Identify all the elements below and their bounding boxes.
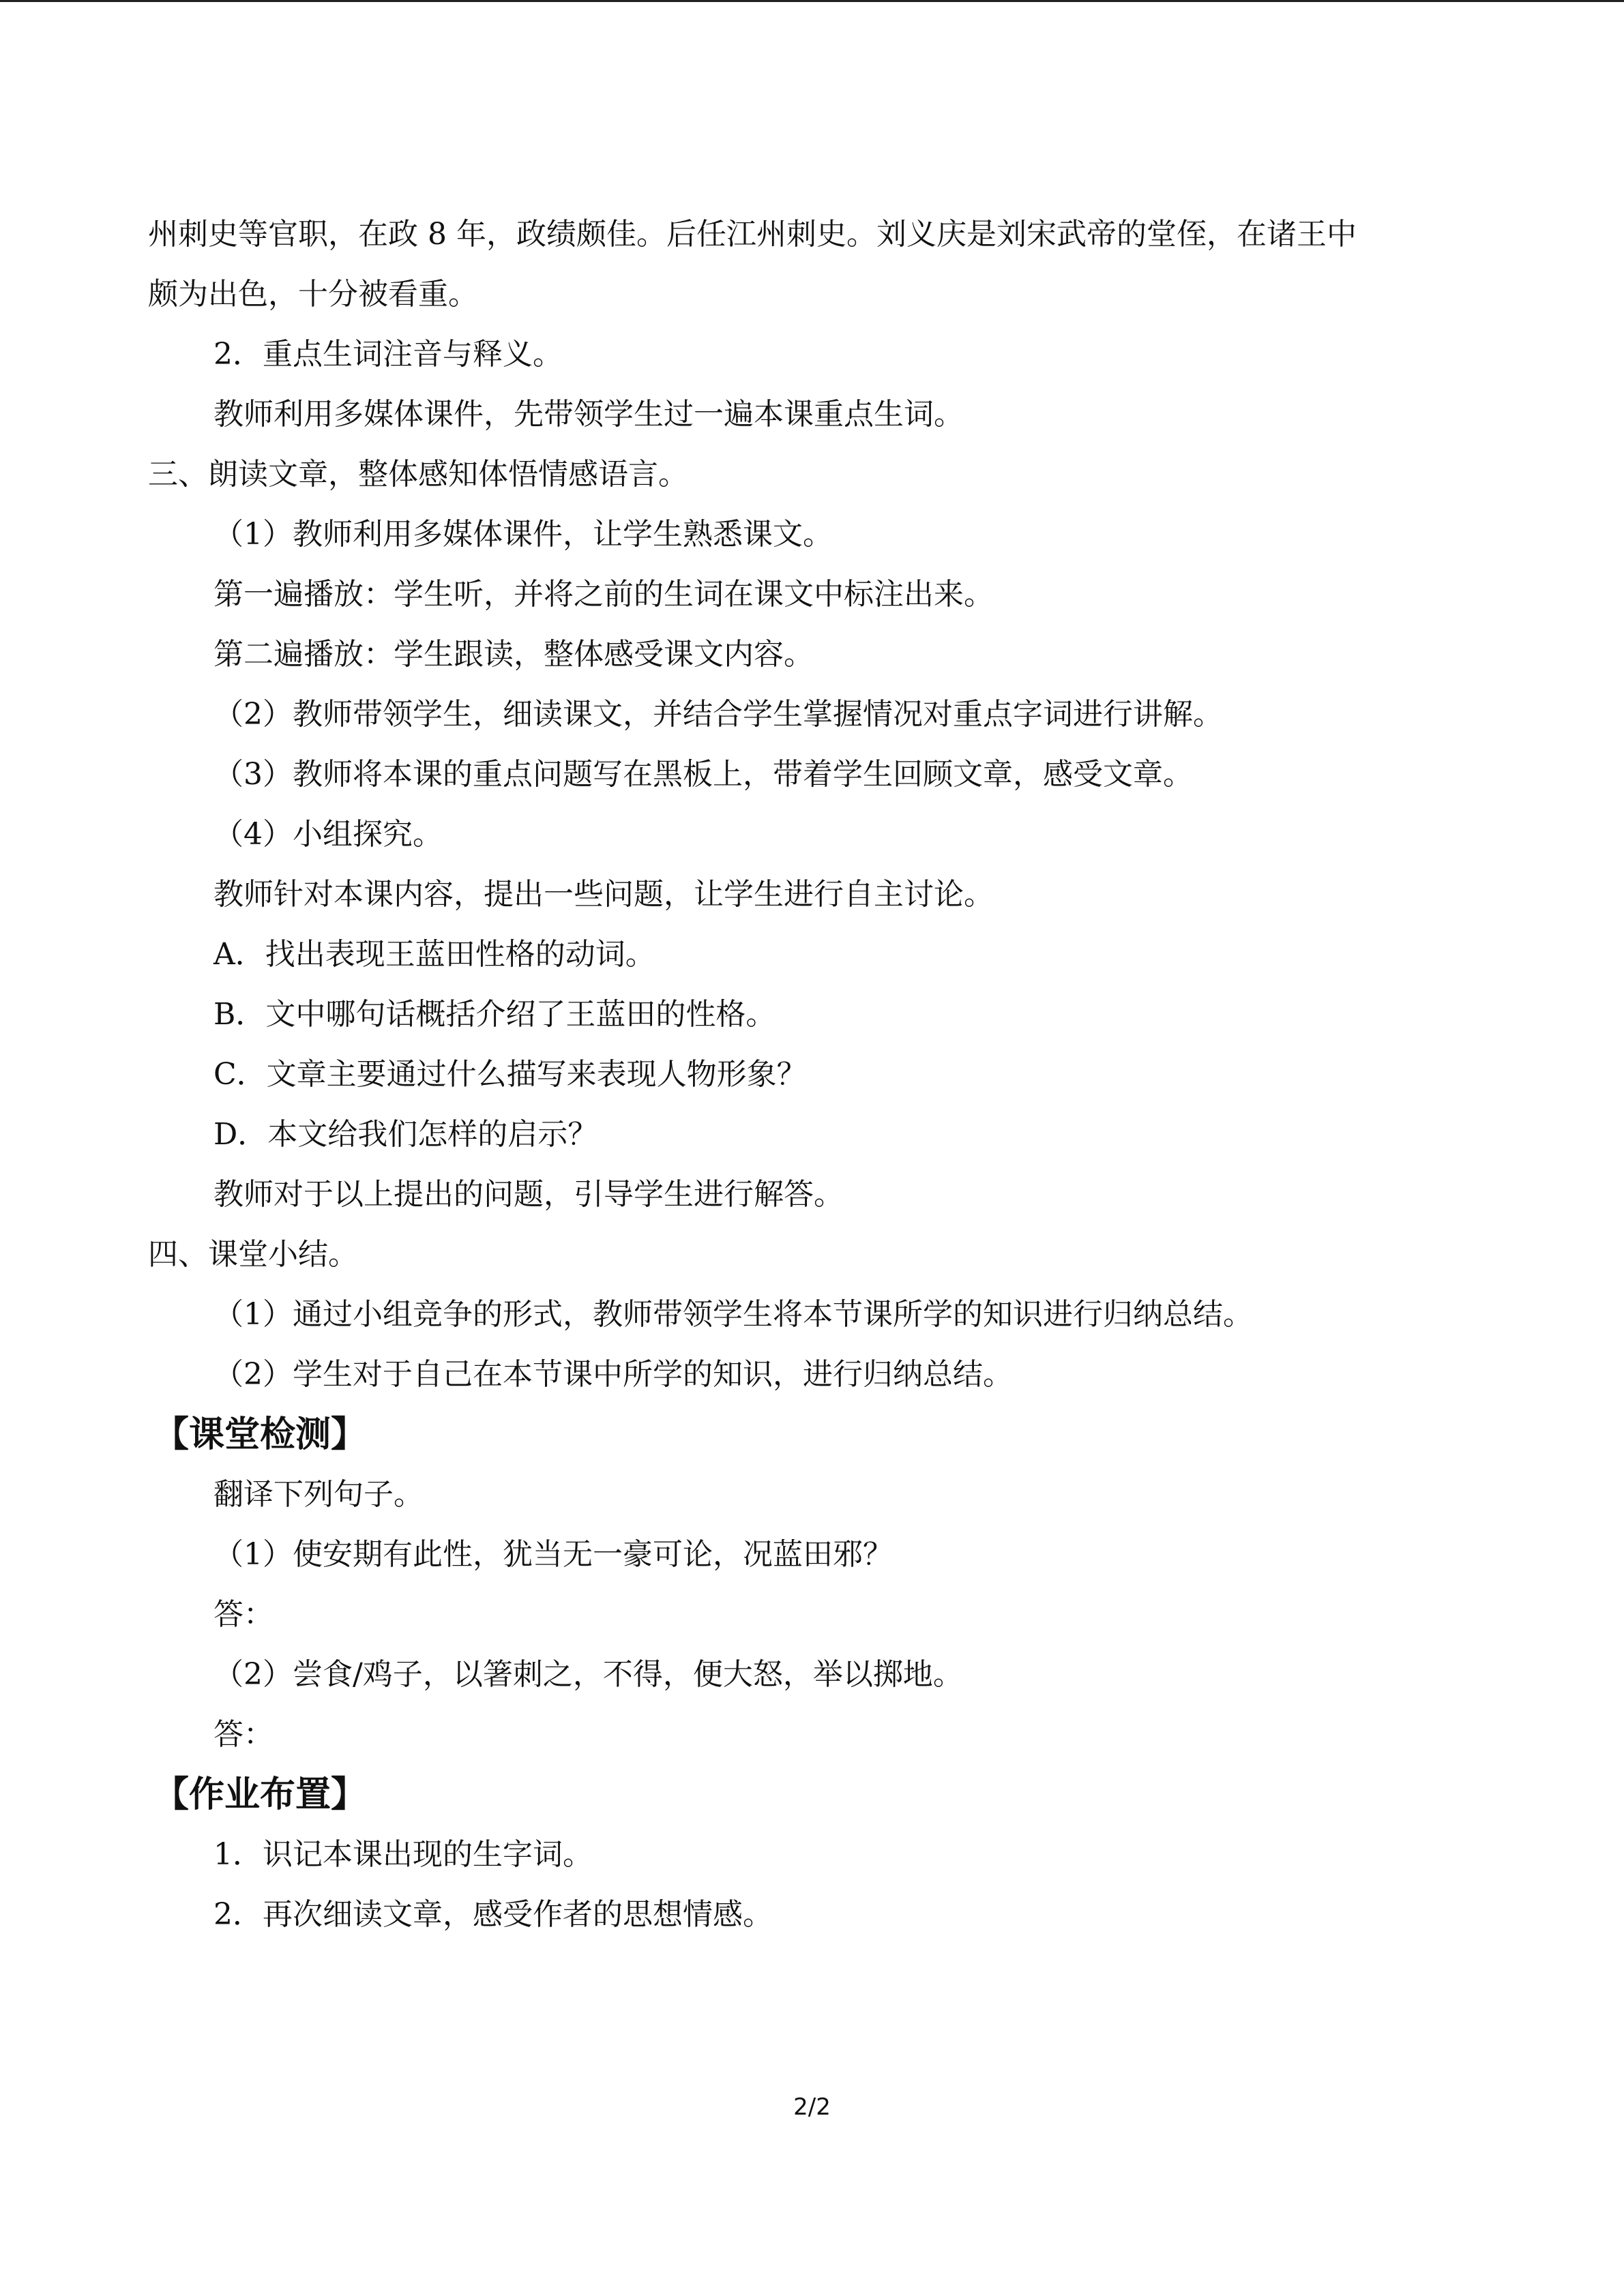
section-title: 三、朗读文章，整体感知体悟情感语言。 [148, 457, 688, 492]
list-item: （1）教师利用多媒体课件，让学生熟悉课文。 [213, 517, 833, 552]
list-item: （2）教师带领学生，细读课文，并结合学生掌握情况对重点字词进行讲解。 [213, 697, 1223, 732]
list-item: 1．识记本课出现的生字词。 [213, 1837, 593, 1872]
paragraph-line: 教师针对本课内容，提出一些问题，让学生进行自主讨论。 [213, 877, 994, 912]
list-item: 2．再次细读文章，感受作者的思想情感。 [213, 1897, 773, 1932]
list-item: （1）使安期有此性，犹当无一豪可论，况蓝田邪？ [213, 1537, 893, 1572]
paragraph-line: 教师对于以上提出的问题，引导学生进行解答。 [213, 1177, 844, 1212]
question-item: D．本文给我们怎样的启示？ [213, 1117, 598, 1152]
question-item: C．文章主要通过什么描写来表现人物形象？ [213, 1057, 807, 1092]
paragraph-line: 颇为出色，十分被看重。 [148, 277, 478, 312]
paragraph-line: 翻译下列句子。 [213, 1477, 424, 1512]
paragraph-line: 教师利用多媒体课件，先带领学生过一遍本课重点生词。 [213, 397, 964, 432]
answer-line: 答： [213, 1717, 274, 1752]
section-heading-classroom-test: 【课堂检测】 [153, 1414, 367, 1455]
section-title: 四、课堂小结。 [148, 1237, 358, 1272]
paragraph-line: 第一遍播放：学生听，并将之前的生词在课文中标注出来。 [213, 577, 994, 612]
document-body [148, 205, 1478, 1945]
page-number: 2/2 [793, 2093, 831, 2121]
answer-line: 答： [213, 1597, 274, 1632]
top-border-rule [0, 0, 1624, 2]
list-item: （2）学生对于自己在本节课中所学的知识，进行归纳总结。 [213, 1357, 1013, 1392]
question-item: A．找出表现王蓝田性格的动词。 [213, 937, 655, 972]
paragraph-line: 2．重点生词注音与释义。 [213, 337, 563, 372]
list-item: （2）尝食/鸡子，以箸刺之，不得，便大怒，举以掷地。 [213, 1657, 963, 1692]
list-item: （3）教师将本课的重点问题写在黑板上，带着学生回顾文章，感受文章。 [213, 757, 1193, 792]
list-item: （4）小组探究。 [213, 817, 443, 852]
list-item: （1）通过小组竞争的形式，教师带领学生将本节课所学的知识进行归纳总结。 [213, 1297, 1253, 1332]
paragraph-line: 州刺史等官职，在政 8 年，政绩颇佳。后任江州刺史。刘义庆是刘宋武帝的堂侄，在诸王中 [148, 217, 1357, 252]
section-heading-homework: 【作业布置】 [153, 1774, 367, 1815]
paragraph-line: 第二遍播放：学生跟读，整体感受课文内容。 [213, 637, 814, 672]
question-item: B．文中哪句话概括介绍了王蓝田的性格。 [213, 997, 776, 1032]
